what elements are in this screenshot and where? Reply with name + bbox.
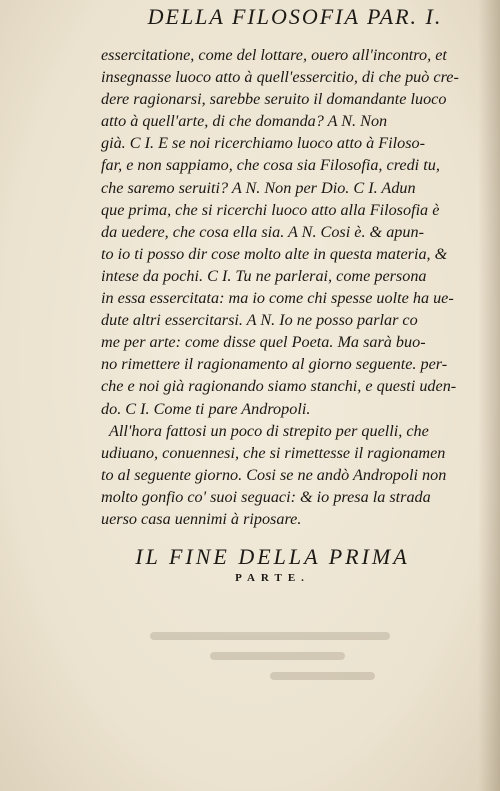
text-line: do. C I. Come ti pare Andropoli.	[101, 399, 311, 418]
text-line: dere ragionarsi, sarebbe seruito il domandante luoco	[101, 90, 447, 109]
text-line: dute altri essercitarsi. A N. Io ne posso parlar co	[101, 311, 418, 330]
text-line: to al seguente giorno. Cosi se ne andò Andropoli non	[101, 465, 447, 484]
text-line: udiuano, conuennesi, che si rimettesse il ragionamen	[101, 443, 446, 462]
text-line: essercitatione, come del lottare, ouero all'incontro, et	[101, 46, 447, 64]
text-line: atto à quell'arte, di che domanda? A N. Non	[101, 112, 388, 131]
text-line: me per arte: come disse quel Poeta. Ma sarà buo-	[101, 333, 426, 352]
paragraph-first-line: All'hora fattosi un poco di strepito per quelli, che	[109, 421, 429, 440]
text-line: in essa essercitata: ma io come chi spesse uolte ha ue-	[101, 289, 454, 308]
text-line: no rimettere il ragionamento al giorno seguente. per-	[101, 355, 448, 374]
text-line: che e noi già ragionando siamo stanchi, e questi uden-	[101, 377, 457, 396]
text-line: che saremo seruiti? A N. Non per Dio. C I. Adun	[101, 178, 416, 197]
text-line: già. C I. E se noi ricerchiamo luoco atto à Filoso-	[101, 134, 426, 153]
text-line: uerso casa uennimi à riposare.	[101, 509, 302, 528]
text-line: insegnasse luoco atto à quell'essercitio, di che può cre-	[101, 68, 459, 87]
text-line: intese da pochi. C I. Tu ne parlerai, come persona	[101, 266, 427, 285]
text-line: que prima, che si ricerchi luoco atto alla Filosofia è	[101, 200, 440, 219]
text-line: da uedere, che cosa ella sia. A N. Cosi è. & apun-	[101, 222, 424, 241]
text-line: far, e non sappiamo, che cosa sia Filosofia, credi tu,	[101, 156, 440, 175]
end-subtitle: PARTE.	[235, 572, 310, 584]
text-line: molto gonfio co' suoi seguaci: & io presa la strada	[101, 487, 431, 506]
text-line: to io ti posso dir cose molto alte in questa materia, &	[101, 244, 448, 263]
end-title: IL FINE DELLA PRIMA	[135, 544, 410, 569]
show-through-bleed	[150, 620, 450, 710]
running-head: DELLA FILOSOFIA PAR. I.	[147, 4, 443, 29]
body-text	[101, 44, 491, 530]
